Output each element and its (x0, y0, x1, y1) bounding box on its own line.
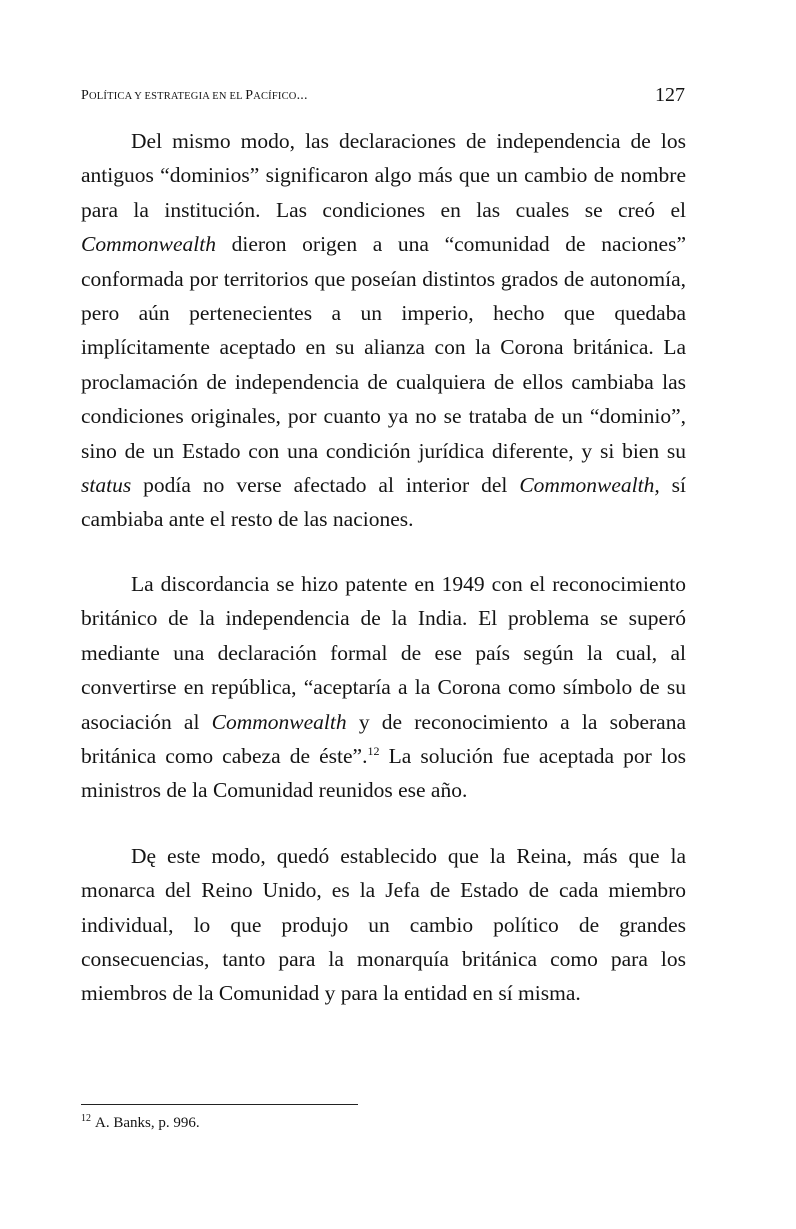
text-run: podía no verse afectado al interior del (131, 473, 520, 498)
text-run: sí cambiaba ante el resto de las naciones. (81, 473, 687, 532)
text-run: La discordancia se hizo patente en 1949 con el reconocimiento británico de la independencia de la India. El problema se superó mediante una declaración formal de ese país según la cual, al convertirse en república, “aceptaría a la Corona como símbolo de su asociación al (81, 571, 686, 734)
running-title-part: P (81, 88, 89, 103)
running-title (81, 88, 308, 104)
footnote-reference: 12 (367, 743, 380, 758)
text-run: dieron origen a una “comunidad de naciones” conformada por territorios que poseían distintos grados de autonomía, pero aún pertenecientes a un imperio, hecho que quedaba implícitamente aceptado en su alianza con la Corona británica. La proclamación de independencia de cualquiera de ellos cambiaba las condiciones originales, por cuanto ya no se trataba de un “dominio”, sino de un Estado con una condición jurídica diferente, y si bien su (81, 232, 686, 463)
running-title-part: ACÍFICO (253, 91, 297, 102)
italic-term: Commonwealth (211, 709, 347, 734)
text-run: Del mismo modo, las declaraciones de independencia de los antiguos “dominios” significaron algo más que un cambio de nombre para la institución. Las condiciones en las cuales se creó el (81, 129, 686, 222)
footnote-number: 12 (81, 1113, 91, 1124)
running-title-part: P (245, 88, 254, 103)
running-title-part: ... (296, 88, 308, 103)
running-title-part: OLÍTICA Y ESTRATEGIA EN EL (89, 91, 246, 102)
paragraph-3 (81, 839, 686, 1011)
text-run: Dę este modo, quedó establecido que la Reina, más que la monarca del Reino Unido, es la Jefa de Estado de cada miembro individual, lo que produjo un cambio político de grandes consecuencias, tanto para la monarquía británica como para los miembros de la Comunidad y para la entidad en sí misma. (81, 843, 686, 1006)
text-run: y de reconocimiento a la soberana británica como cabeza de éste”. (81, 709, 686, 768)
body-text (81, 124, 686, 1011)
italic-term: Commonwealth (81, 232, 216, 257)
paragraph-1 (81, 124, 686, 537)
italic-term: status (81, 473, 132, 498)
footnote (81, 1115, 200, 1132)
footnote-text: A. Banks, p. 996. (95, 1115, 200, 1131)
page-number: 127 (655, 84, 685, 106)
italic-term: Commonwealth, (519, 473, 660, 498)
footnote-divider (81, 1104, 358, 1105)
paragraph-2 (81, 567, 686, 808)
text-run: La solución fue aceptada por los ministros de la Comunidad reunidos ese año. (81, 743, 687, 803)
running-header (81, 84, 685, 108)
